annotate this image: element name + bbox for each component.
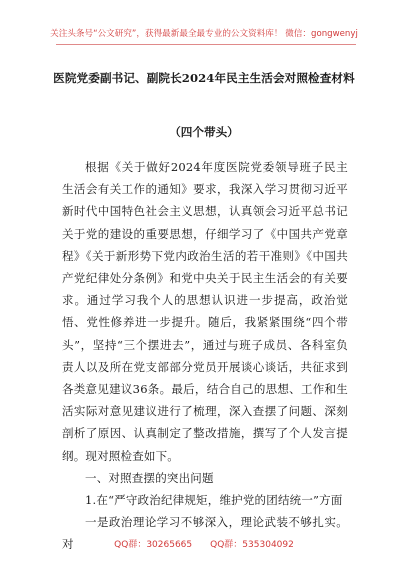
- document-body: [62, 156, 348, 556]
- subsection-heading: 1.在“严守政治纪律规矩，维护党的团结统一”方面: [85, 493, 343, 508]
- document-subtitle: （四个带头）: [169, 125, 239, 139]
- footer-qq-group-2: QQ群：535304092: [210, 540, 294, 550]
- footer-qq-group-1: QQ群：30265665: [114, 540, 193, 550]
- footer-contact: [0, 537, 408, 550]
- body-paragraph-issue-1: 一是政治理论学习不够深入，理论武装不够扎实。对: [62, 515, 348, 552]
- document-title: 医院党委副书记、副院长2024年民主生活会对照检查材料: [53, 71, 355, 85]
- section-heading: 一、对照查摆的突出问题: [85, 470, 214, 485]
- header-promo-note: 关注头条号“公文研究”，获得最新最全最专业的公文资料库！ 微信：gongwenyj: [50, 29, 358, 39]
- body-paragraph-intro: 根据《关于做好2024年度医院党委领导班子民主生活会有关工作的通知》要求，我深入学习贯彻习近平新时代中国特色社会主义思想，认真领会习近平总书记关于党的建设的重要思想，仔细学习了《中国共产党章程》《关于新形势下党内政治生活的若干准则》《中国共产党纪律处分条例》和党中央关于民主生活会的有关要求。通过学习我个人的思想认识进一步提高，政治觉悟、党性修养进一步提升。随后，我紧紧围绕“四个带头”，坚持“三个摆进去”，通过与班子成员、各科室负责人以及所在党支部部分党员开展谈心谈话，共征求到各类意见建议36条。最后，结合自己的思想、工作和生活实际对意见建议进行了梳理，深入查摆了问题、深刻剖析了原因、认真制定了整改措施，撰写了个人发言提纲。现对照检查如下。: [62, 160, 348, 463]
- header-divider: [56, 44, 356, 45]
